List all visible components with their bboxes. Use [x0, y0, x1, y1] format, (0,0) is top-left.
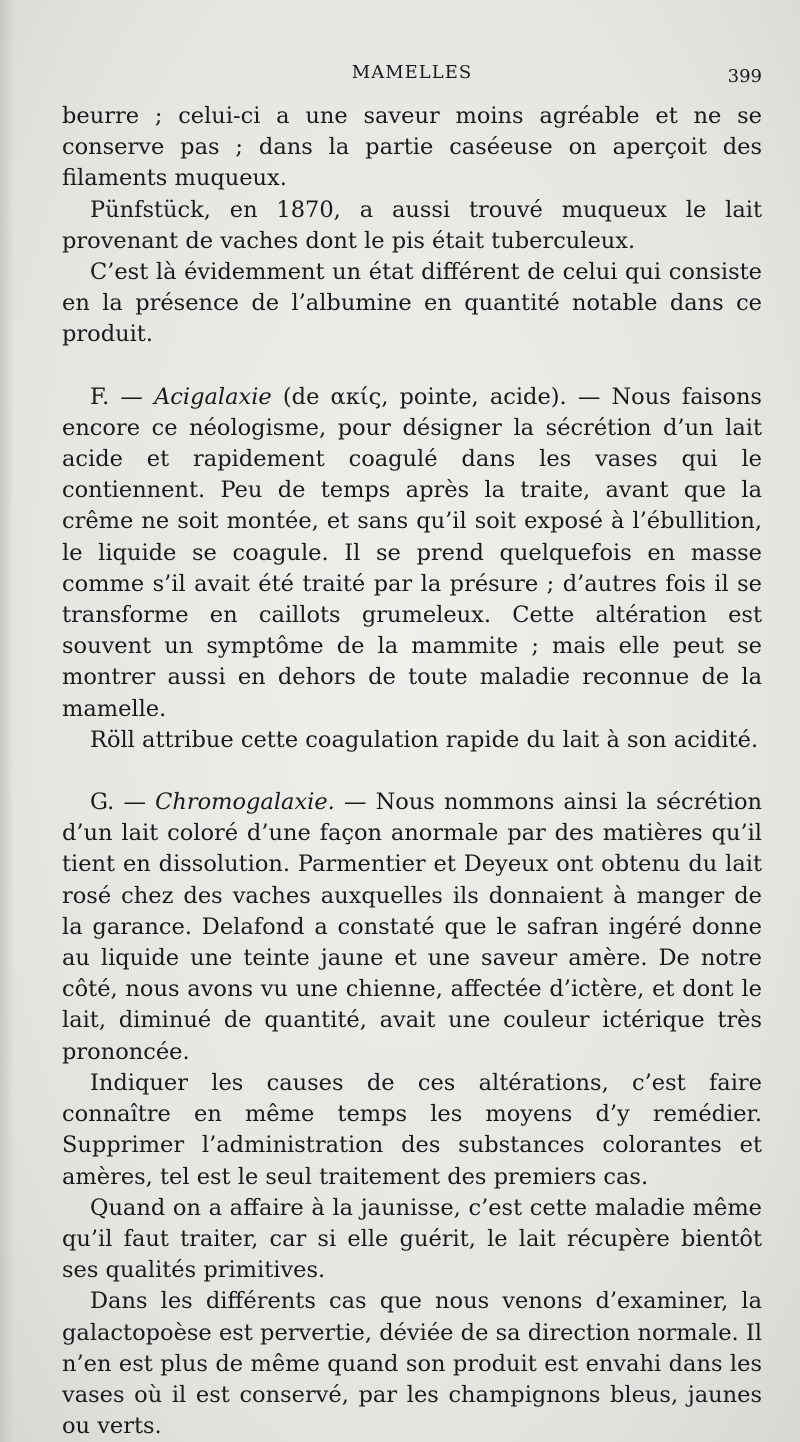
paragraph-text: Quand on a affaire à la jaunisse, c’est cette maladie même qu’il faut traiter, car si elle guérit, le lait récupère bientôt ses qualités primitives.	[62, 1194, 762, 1284]
section-f-paragraph	[62, 382, 762, 725]
paragraph	[62, 1068, 762, 1193]
paragraph	[62, 195, 762, 257]
page-header	[62, 60, 762, 90]
section-term: Acigalaxie	[154, 383, 272, 410]
paragraph	[62, 257, 762, 351]
body-text	[62, 101, 762, 1442]
section-letter: F. —	[90, 383, 155, 410]
running-title: MAMELLES	[351, 62, 473, 83]
section-term: Chromogalaxie.	[155, 789, 335, 816]
paragraph-text: Indiquer les causes de ces altérations, c’est faire connaître en même temps les moyens d’y remédier. Supprimer l’administration des substances colorantes et amères, tel est le seul traitement des premiers cas.	[62, 1069, 762, 1190]
paragraph	[62, 725, 762, 756]
gutter-shadow	[0, 0, 14, 1442]
paragraph-text: beurre ; celui-ci a une saveur moins agréable et ne se conserve pas ; dans la partie caséeuse on aperçoit des filaments muqueux.	[62, 103, 762, 192]
section-g-paragraph	[62, 787, 762, 1068]
paragraph-text: C’est là évidemment un état différent de celui qui consiste en la présence de l’albumine en quantité notable dans ce produit.	[62, 259, 762, 348]
paragraph-text: Röll attribue cette coagulation rapide du lait à son acidité.	[90, 726, 759, 753]
paragraph-continuation	[62, 101, 762, 195]
paragraph-text: (de ακίς, pointe, acide). — Nous faisons encore ce néologisme, pour désigner la sécrétion d’un lait acide et rapidement coagulé dans les vases qui le contiennent. Peu de temps après la traite, avant que la crême ne soit montée, et sans qu’il soit exposé à l’ébullition, le liquide se coagule. Il se prend quelquefois en masse comme s’il avait été traité par la présure ; d’autres fois il se transforme en caillots grumeleux. Cette altération est souvent un symptôme de la mammite ; mais elle peut se montrer aussi en dehors de toute maladie reconnue de la mamelle.	[62, 383, 762, 722]
paragraph-text: — Nous nommons ainsi la sécrétion d’un lait coloré d’une façon anormale par des matières qu’il tient en dissolution. Parmentier et Deyeux ont obtenu du lait rosé chez des vaches auxquelles ils donnaient à manger de la garance. Delafond a constaté que le safran ingéré donne au liquide une teinte jaune et une saveur amère. De notre côté, nous avons vu une chienne, affectée d’ictère, et dont le lait, diminué de quantité, avait une couleur ictérique très prononcée.	[62, 789, 762, 1065]
page-number: 399	[727, 66, 762, 87]
paragraph-text: Pünfstück, en 1870, a aussi trouvé muqueux le lait provenant de vaches dont le pis était tuberculeux.	[62, 196, 762, 254]
paragraph	[62, 1286, 762, 1442]
section-letter: G. —	[90, 789, 156, 816]
paragraph-text: Dans les différents cas que nous venons d’examiner, la galactopoèse est pervertie, déviée de sa direction normale. Il n’en est plus de même quand son produit est envahi dans les vases où il est conservé, par les champignons bleus, jaunes ou verts.	[62, 1288, 762, 1440]
paragraph	[62, 1193, 762, 1287]
